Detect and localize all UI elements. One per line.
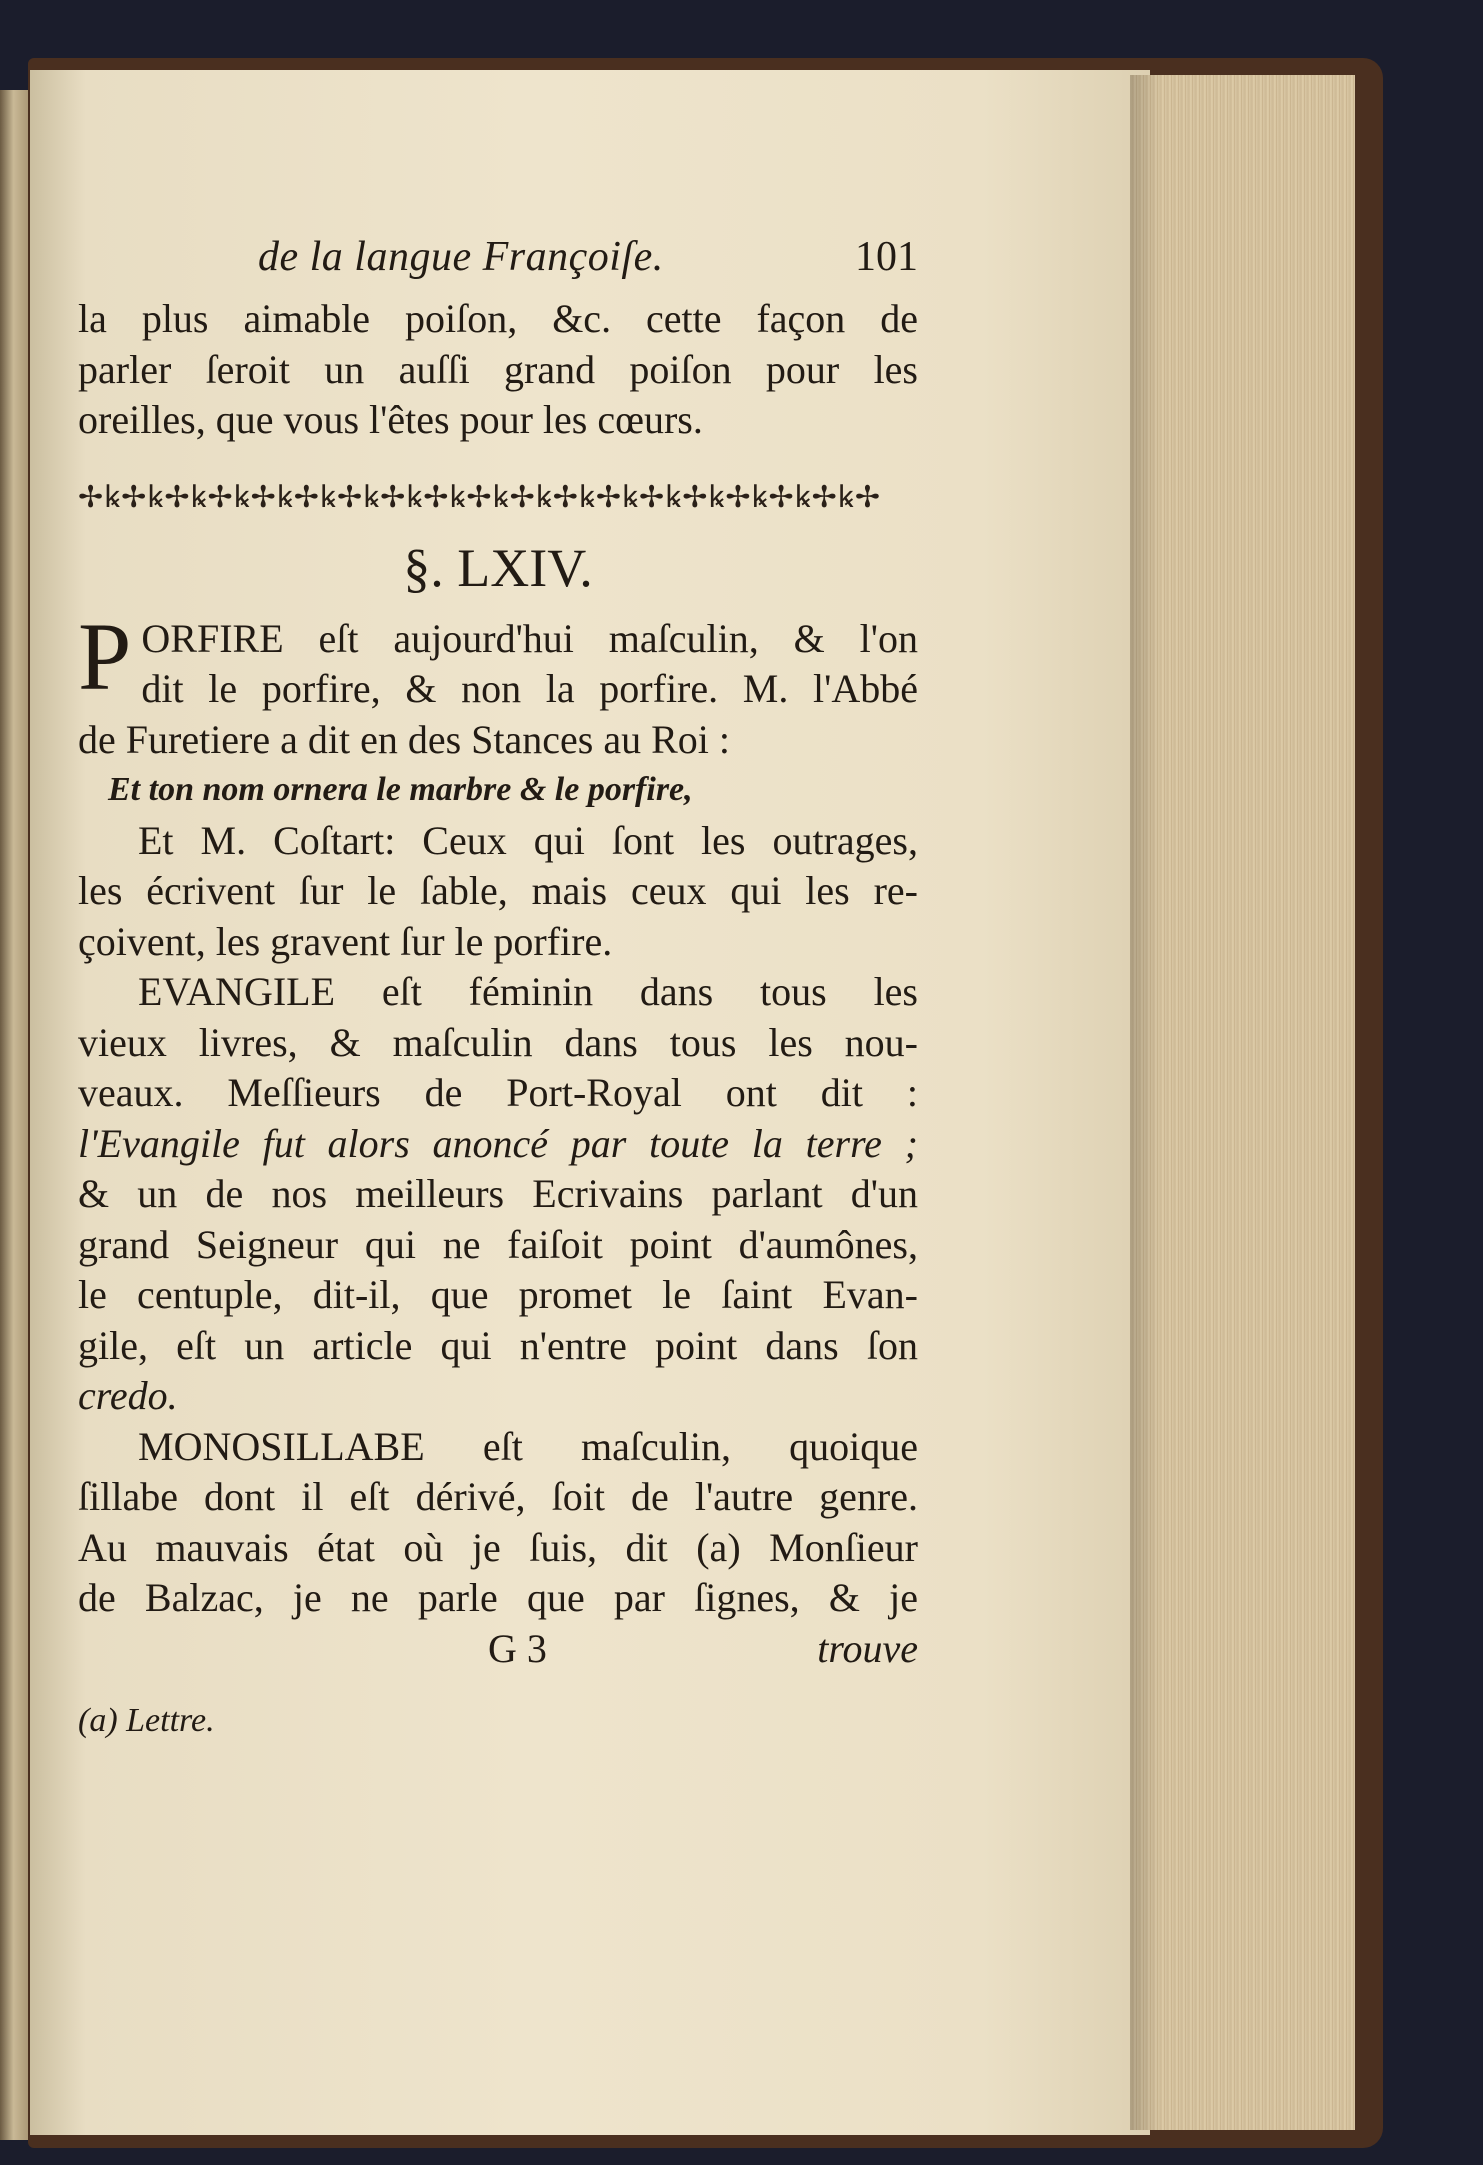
- text-line: parler ſeroit un auſſi grand poiſon pour les: [78, 346, 918, 392]
- verse-quotation: Et ton nom ornera le marbre & le porfire,: [108, 771, 693, 808]
- text-line: la plus aimable poiſon, &c. cette façon de: [78, 296, 918, 341]
- page-gutter-shadow: [1130, 75, 1160, 2130]
- facing-page-edge: [0, 90, 30, 2140]
- running-title: de la langue Françoiſe.: [258, 234, 664, 280]
- text-line: ſillabe dont il eſt dérivé, ſoit de l'autre genre.: [78, 1474, 918, 1519]
- text-line: ORFIRE eſt aujourd'hui maſculin, & l'on: [141, 615, 918, 661]
- text-line: Et M. Coſtart: Ceux qui ſont les outrages,: [138, 817, 918, 863]
- text-line: veaux. Meſſieurs de Port-Royal ont dit :: [78, 1070, 918, 1115]
- text-line: de Furetiere a dit en des Stances au Roi :: [78, 716, 731, 762]
- text-line: l'Evangile fut alors anoncé par toute la terre ;: [78, 1120, 918, 1166]
- paragraph-porfire: [78, 602, 918, 766]
- section-heading: §. LXIV.: [403, 537, 593, 598]
- page-footer-line: [78, 1624, 918, 1676]
- text-line: çoivent, les gravent ſur le porfire.: [78, 918, 613, 964]
- text-line: Au mauvais état où je ſuis, dit (a) Monſieur: [78, 1524, 918, 1570]
- text-line: le centuple, dit-il, que promet le ſaint Evan-: [78, 1272, 918, 1317]
- text-line: EVANGILE eſt féminin dans tous les: [138, 969, 918, 1014]
- text-line: MONOSILLABE eſt maſculin, quoique: [138, 1423, 918, 1469]
- ornament-band: ✢ꝃ✢ꝃ✢ꝃ✢ꝃ✢ꝃ✢ꝃ✢ꝃ✢ꝃ✢ꝃ✢ꝃ✢ꝃ✢ꝃ✢ꝃ✢ꝃ✢ꝃ✢ꝃ✢ꝃ✢ꝃ✢: [78, 479, 881, 515]
- text-line: gile, eſt un article qui n'entre point dans ſon: [78, 1322, 918, 1368]
- page-number: 101: [855, 234, 918, 280]
- page-block-edge: [1130, 75, 1355, 2130]
- text-line: dit le porfire, & non la porfire. M. l'Abbé: [141, 666, 918, 711]
- page-text: [78, 232, 918, 1746]
- text-line: de Balzac, je ne parle que par ſignes, & je: [78, 1575, 918, 1620]
- running-header: [78, 232, 918, 294]
- text-line: grand Seigneur qui ne faiſoit point d'aumônes,: [78, 1221, 918, 1267]
- text-line: & un de nos meilleurs Ecrivains parlant d'un: [78, 1171, 918, 1216]
- text-line: credo.: [78, 1373, 178, 1418]
- text-line: les écrivent ſur le ſable, mais ceux qui les re-: [78, 868, 918, 913]
- text-line: oreilles, que vous l'êtes pour les cœurs.: [78, 397, 703, 442]
- text-line: vieux livres, & maſculin dans tous les nou-: [78, 1019, 918, 1065]
- drop-capital: P: [78, 602, 132, 710]
- signature-mark: G 3: [488, 1625, 547, 1671]
- footnote: (a) Lettre.: [78, 1701, 215, 1739]
- catchword: trouve: [817, 1625, 918, 1671]
